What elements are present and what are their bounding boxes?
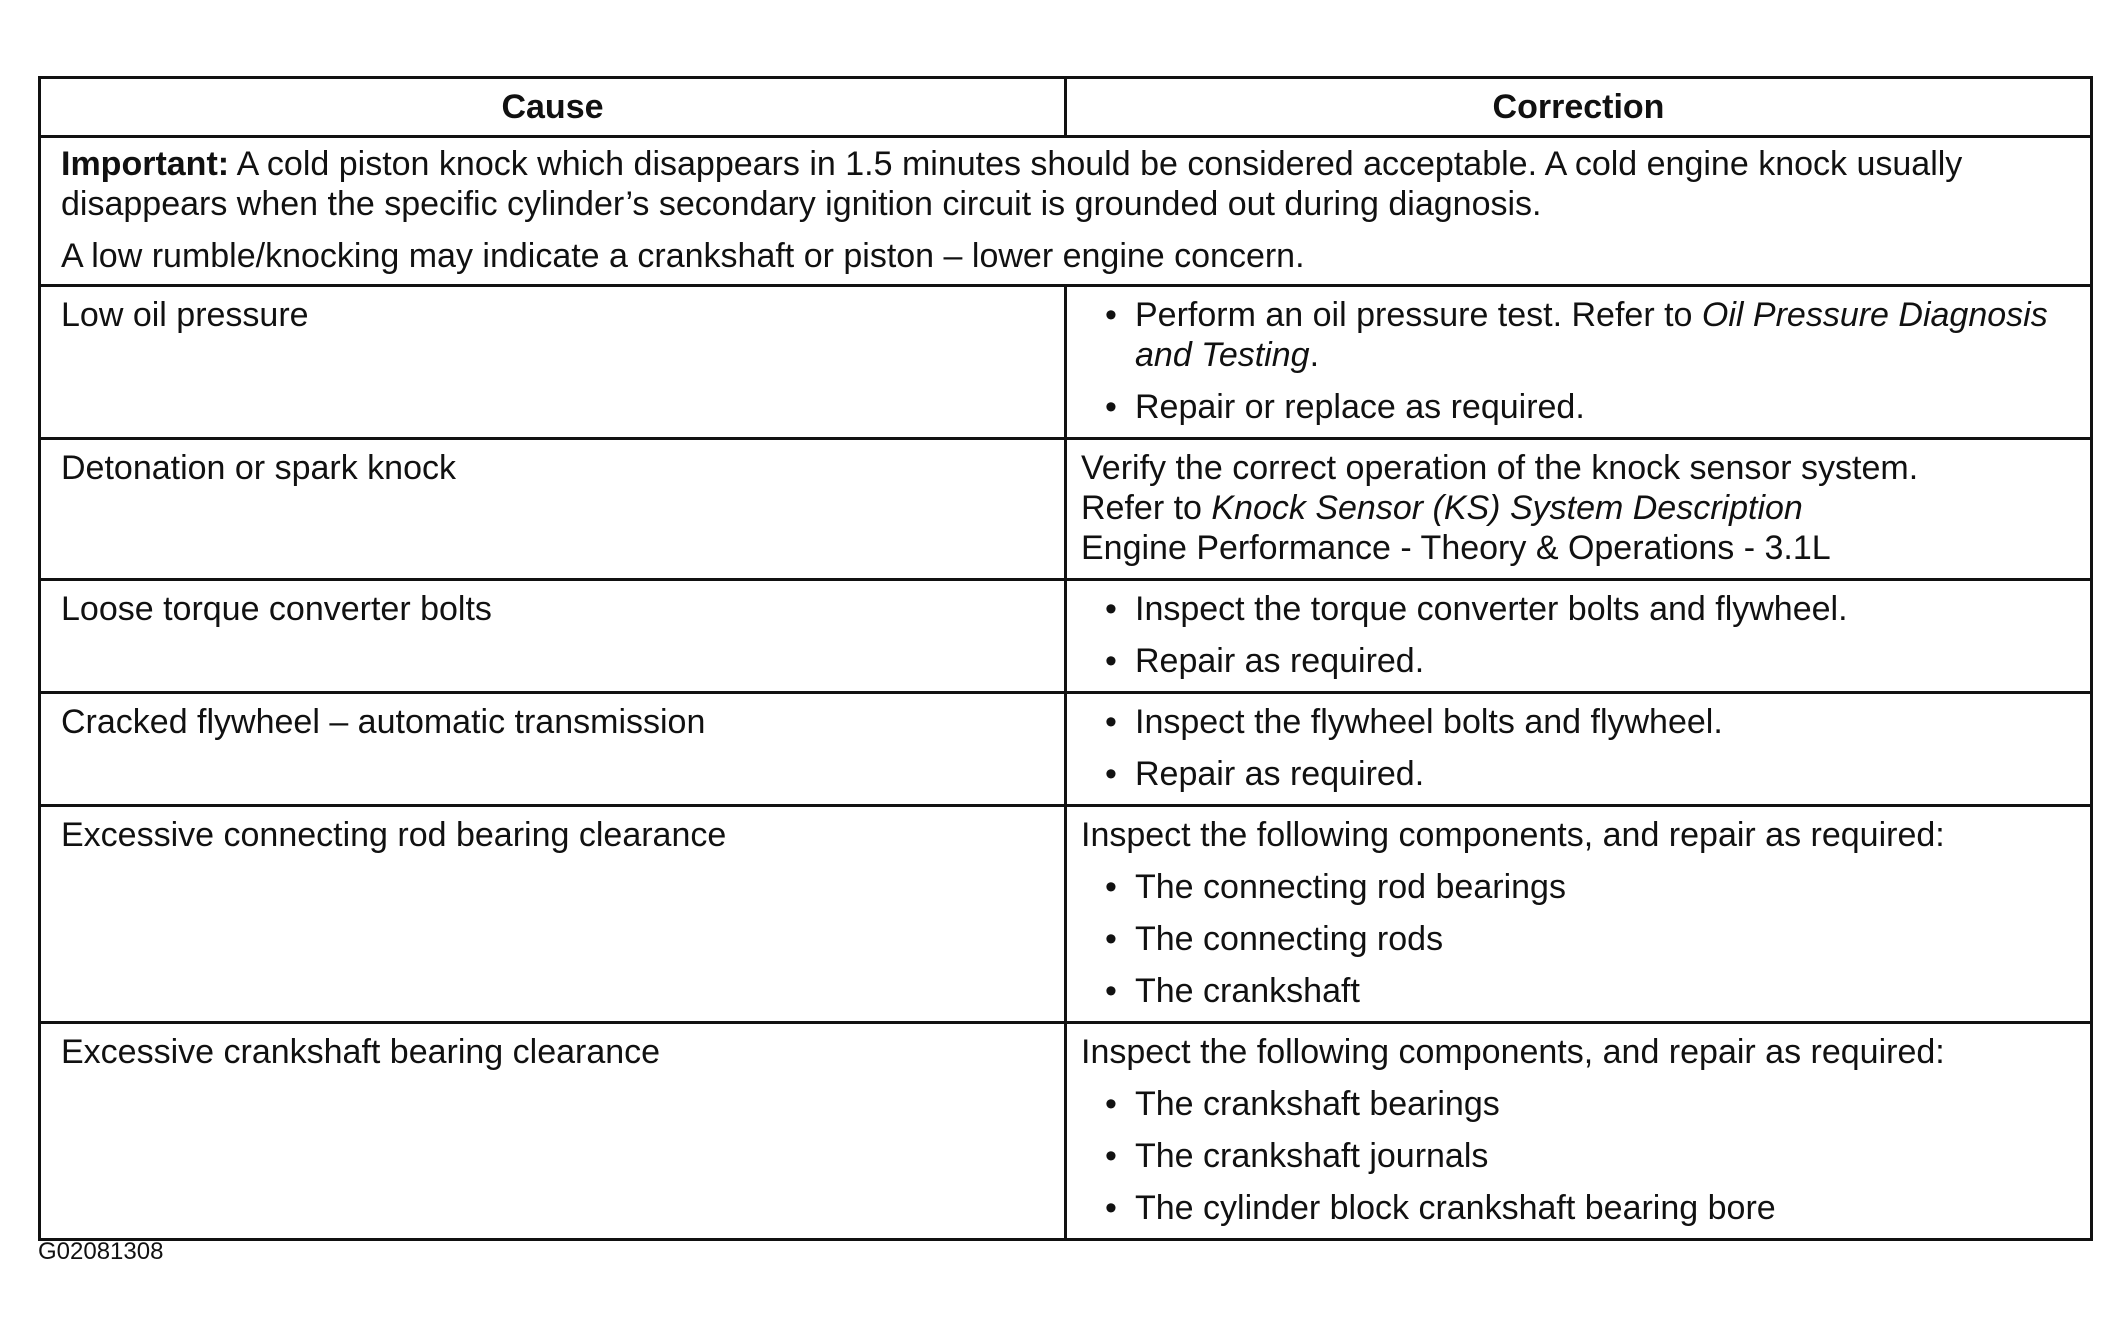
correction-cell [1066, 693, 2092, 806]
list-item: • The cylinder block crankshaft bearing bore [1135, 1188, 2070, 1228]
table-row [40, 1023, 2092, 1240]
list-item: • The connecting rod bearings [1135, 867, 2070, 907]
important-note-row [40, 137, 2092, 286]
correction-list [1081, 702, 2070, 794]
cause-cell: Loose torque converter bolts [40, 580, 1066, 693]
list-item: • Repair as required. [1135, 754, 2070, 794]
list-item: • The connecting rods [1135, 919, 2070, 959]
figure-id: G02081308 [38, 1238, 164, 1265]
correction-cell [1066, 439, 2092, 580]
table-row [40, 693, 2092, 806]
list-item: • The crankshaft journals [1135, 1136, 2070, 1176]
correction-list [1081, 1084, 2070, 1228]
diagnostic-table [38, 76, 2093, 1241]
important-note-paragraph-2: A low rumble/knocking may indicate a crankshaft or piston – lower engine concern. [61, 237, 1305, 275]
list-item: • Perform an oil pressure test. Refer to Oil Pressure Diagnosis and Testing. [1135, 295, 2070, 375]
important-label: Important: [61, 145, 230, 183]
reference-link: Oil Pressure Diagnosis and Testing [1135, 296, 2048, 374]
correction-cell [1066, 1023, 2092, 1240]
correction-text: Verify the correct operation of the knock sensor system. Refer to Knock Sensor (KS) System Description Engine Performance - Theory & Operations - 3.1L [1081, 449, 1919, 567]
reference-link: Knock Sensor (KS) System Description [1211, 489, 1803, 527]
table-row [40, 806, 2092, 1023]
correction-cell [1066, 580, 2092, 693]
table-row [40, 286, 2092, 439]
list-item: • Repair or replace as required. [1135, 387, 2070, 427]
list-item: • The crankshaft [1135, 971, 2070, 1011]
list-item: • Repair as required. [1135, 641, 2070, 681]
list-item: • Inspect the torque converter bolts and flywheel. [1135, 589, 2070, 629]
cause-cell: Excessive crankshaft bearing clearance [40, 1023, 1066, 1240]
cause-cell: Detonation or spark knock [40, 439, 1066, 580]
list-item: • Inspect the flywheel bolts and flywheel. [1135, 702, 2070, 742]
correction-cell [1066, 806, 2092, 1023]
list-item: • The crankshaft bearings [1135, 1084, 2070, 1124]
cause-cell: Low oil pressure [40, 286, 1066, 439]
table-row [40, 439, 2092, 580]
correction-list [1081, 867, 2070, 1011]
correction-list [1081, 295, 2070, 427]
header-cause: Cause [40, 78, 1066, 137]
header-correction: Correction [1066, 78, 2092, 137]
cause-cell: Cracked flywheel – automatic transmission [40, 693, 1066, 806]
important-note-paragraph [61, 144, 2070, 224]
table-row [40, 580, 2092, 693]
important-text: A cold piston knock which disappears in 1.5 minutes should be considered acceptable. A cold engine knock usually disappears when the specific cylinder’s secondary ignition circuit is grounded out during diagnosis. [61, 145, 1963, 223]
correction-cell [1066, 286, 2092, 439]
correction-list [1081, 589, 2070, 681]
cause-cell: Excessive connecting rod bearing clearance [40, 806, 1066, 1023]
important-note [40, 137, 2092, 286]
correction-intro: Inspect the following components, and repair as required: [1081, 1033, 1945, 1071]
table-header-row [40, 78, 2092, 137]
correction-intro: Inspect the following components, and repair as required: [1081, 816, 1945, 854]
